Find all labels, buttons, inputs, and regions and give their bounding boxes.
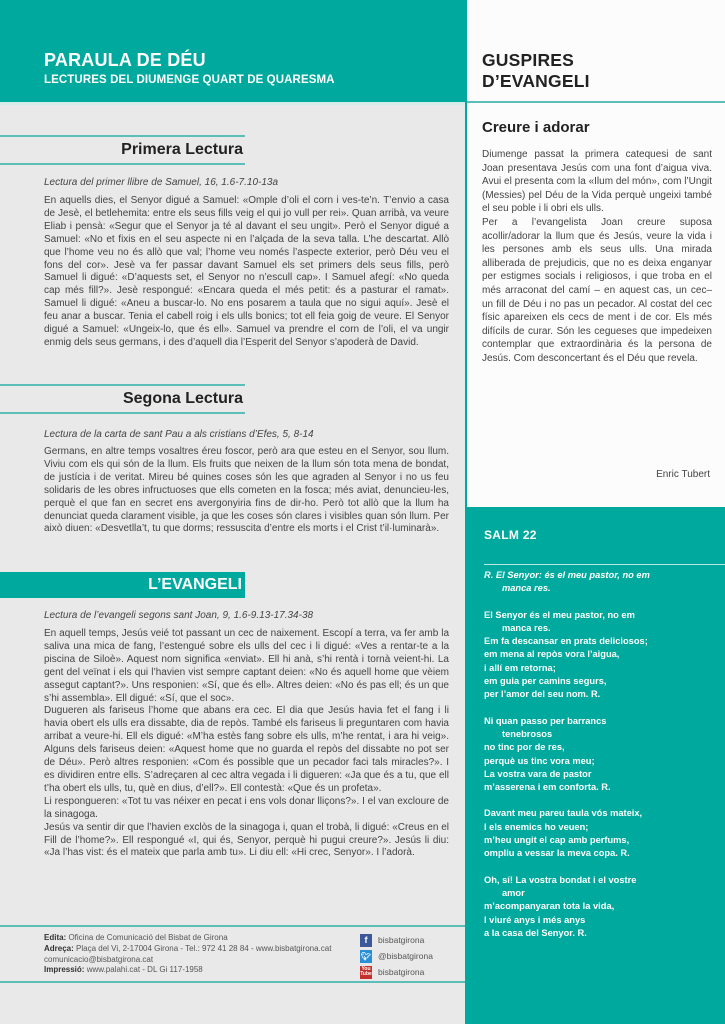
facebook-icon: f: [360, 934, 372, 947]
youtube-icon: You Tube: [360, 966, 372, 977]
second-reading-paragraph: Germans, en altre temps vosaltres éreu foscor, però ara que esteu en el Senyor, sou llum. Viviu com els qui són de la llum. Els fruits que neixen de la llum són tota mena de bondat, de justícia i de veritat. Mireu bé quines coses són les que agraden al Senyor i no us feu solidaris de les obres infructuoses que ells cometen en la fosca; més aviat, denuncieu-les, perquè el que fan en secret ens avergonyiria fins de dir-ho. Però tot allò que la llum ha denunciat queda clarament visible, ja que les coses són clares i visibles quan són llum. Per això diuen: «Desvetlla’t, tu que dorms; ressuscita d’entre els morts i el Crist t’il·luminarà».: [44, 446, 449, 535]
psalm-line: I els enemics ho veuen;: [484, 821, 589, 832]
psalm-text: [484, 569, 719, 953]
print-value[interactable]: www.palahi.cat - DL Gi 117-1958: [84, 965, 203, 975]
gospel-heading: [0, 572, 245, 598]
page-title: PARAULA DE DÉU: [44, 50, 206, 70]
address-label: Adreça:: [44, 943, 74, 953]
sidebar-divider: [467, 101, 725, 103]
psalm-stanza: [484, 609, 719, 702]
page-subtitle: LECTURES DEL DIUMENGE QUART DE QUARESMA: [44, 74, 335, 86]
psalm-line: perquè us tinc vora meu;: [484, 755, 595, 766]
psalm-line: ompliu a vessar la meva copa. R.: [484, 848, 630, 859]
header-divider: [0, 102, 465, 105]
psalm-line: em guia per camins segurs,: [484, 676, 607, 687]
first-reading-reference: Lectura del primer llibre de Samuel, 16, 1.6-7.10-13a: [44, 177, 279, 188]
psalm-line: m’acompanyaran tota la vida,: [484, 901, 615, 912]
gospel-paragraph: En aquell temps, Jesús veié tot passant un cec de naixement. Escopí a terra, va fer amb la saliva una mica de fang, l’estengué sobre els ulls del cec i li digué: «Ves a rentar-te a la piscina de Siloè». Aquest nom significa «enviat». Ell hi anà, s’hi rentà i tornà veient-hi. La gent del veïnat i els qui l’havien vist sempre captant deien: «No és aquell home que vèiem assegut captant?». Uns responien: «Sí, que és ell». Altres deien: «No és pas ell; és un que s’hi assembla». Ell digué: «Sí, que el soc».: [44, 628, 449, 704]
article-text: [482, 148, 712, 366]
psalm-line: m’asserena i em conforta. R.: [484, 782, 611, 793]
gospel-reference: Lectura de l’evangeli segons sant Joan, 9, 1.6-9.13-17.34-38: [44, 610, 314, 621]
psalm-line: a la casa del Senyor. R.: [484, 927, 587, 938]
psalm-stanza: [484, 715, 719, 795]
psalm-line: I viuré anys i més anys: [484, 914, 586, 925]
twitter-handle[interactable]: @bisbatgirona: [378, 951, 433, 961]
article-paragraph: Diumenge passat la primera catequesi de sant Joan presentava Jesús com una font d’aigua viva. Avui el presenta com la «Ilum del món», com l’Ungit (Messies) pel Déu de la Vida perquè ungeixi també el seu poble i li obri els ulls.: [482, 149, 712, 215]
article-title: Creure i adorar: [482, 119, 590, 136]
second-reading-reference: Lectura de la carta de sant Pau a als cristians d’Efes, 5, 8-14: [44, 429, 314, 440]
psalm-line: tenebrosos: [502, 728, 553, 739]
psalm-line: R. El Senyor: és el meu pastor, no em: [484, 570, 650, 580]
sidebar-title: [482, 50, 590, 92]
address-value[interactable]: Plaça del Vi, 2-17004 Girona - Tel.: 972 41 28 84 - www.bisbatgirona.cat: [73, 943, 332, 953]
psalm-line: Ni quan passo per barrancs: [484, 715, 607, 726]
sidebar-column: [465, 0, 725, 1024]
psalm-divider: [484, 564, 725, 565]
psalm-line: amor: [502, 887, 525, 898]
page-header: [0, 0, 465, 102]
article-author: Enric Tubert: [656, 469, 710, 480]
second-reading-title: Segona Lectura: [122, 390, 243, 407]
psalm-stanza: [484, 874, 719, 940]
gospel-paragraph: Jesús va sentir dir que l’havien exclòs de la sinagoga i, quan el trobà, li digué: «Creus en el Fill de l’home?». Ell respongué «I, qui és, Senyor, perquè hi pugui creure?». Jesús li diu: «Ja l’has vist: és el mateix que parla amb tu». Li diu ell: «Hi crec, Senyor». I l’adorà.: [44, 821, 449, 859]
second-reading-heading: [0, 384, 245, 414]
psalm-line: no tinc por de res,: [484, 742, 565, 753]
second-reading-text: [44, 446, 449, 536]
psalm-box: [467, 507, 725, 1024]
first-reading-text: [44, 195, 449, 350]
first-reading-paragraph: En aquells dies, el Senyor digué a Samuel: «Omple d’oli el corn i ves-te’n. T’envio a casa de Jesè, el betlehemita: entre els seus fills veig el qui jo vull per rei». Quan arribà, va veure Eliab i pensà: «Segur que el Senyor ja té al davant el seu ungit». Però el Senyor digué a Samuel: «No et fixis en el seu aspecte ni en l’alçada de la seva talla. L’he descartat. Allò que l’home veu no és allò que val; l’home veu només l’aspecte exterior, però Déu veu el fons del cor». Jesè va fer passar davant Samuel els set primers dels seus fills, però Samuel li digué: «D’aquests set, el Senyor no n’escull cap». I Samuel afegí: «No queda cap més fill?». Jesè respongué: «Encara queda el més petit: és a pasturar el ramat». Samuel li digué: «Aneu a buscar-lo. No ens posarem a taula que no sigui aquí». Jesè el feu anar a buscar. Tenia el cabell roig i els ulls bonics; tot ell feia goig de veure. El Senyor digué a Samuel: «Ungeix-lo, que és ell». Samuel va prendre el corn de l’oli, el va ungir enmig dels seus germans, i des d’aquell dia l’Esperit del Senyor s’apoderà de David.: [44, 195, 449, 348]
first-reading-title: Primera Lectura: [121, 141, 243, 158]
article-paragraph: Per a l’evangelista Joan creure suposa acollir/adorar la llum que és Jesús, veure la vida i les persones amb els seus ulls. Una mirada alliberada de prejudicis, que no es deixa enganyar per estigmes socials i religiosos, i que troba en el més arraconat del camí – en aquest cas, un cec– un fill de Déu i no pas un pecador. Al costat del cec físic apareixen els cecs de ment i de cor. Els més difícils de curar. Són les cegueses que impedeixen contemplar que extraordinària és la persona de Jesús. Com desconcertant és el Déu que revela.: [482, 216, 712, 364]
print-label: Impressió:: [44, 965, 85, 975]
edita-label: Edita:: [44, 933, 67, 942]
psalm-line: Davant meu pareu taula vós mateix,: [484, 808, 643, 819]
facebook-handle[interactable]: bisbatgirona: [378, 935, 425, 945]
edita-value: Oficina de Comunicació del Bisbat de Girona: [66, 933, 228, 942]
sidebar-title-line2: D’EVANGELI: [482, 71, 590, 91]
gospel-text: [44, 628, 449, 860]
psalm-line: manca res.: [502, 583, 551, 594]
psalm-title: SALM 22: [484, 528, 537, 542]
psalm-line: per l’amor del seu nom. R.: [484, 689, 601, 700]
psalm-line: Oh, sí! La vostra bondat i el vostre: [484, 874, 637, 885]
first-reading-heading: [0, 135, 245, 165]
psalm-line: Em fa descansar en prats deliciosos;: [484, 636, 648, 647]
social-links: [360, 932, 433, 980]
gospel-title: L’EVANGELI: [148, 576, 242, 593]
psalm-response: [484, 569, 719, 596]
publisher-footer: [0, 925, 465, 983]
psalm-line: El Senyor és el meu pastor, no em: [484, 609, 635, 620]
sidebar-title-line1: GUSPIRES: [482, 50, 575, 70]
social-facebook[interactable]: [360, 932, 433, 948]
psalm-line: manca res.: [502, 622, 551, 633]
youtube-handle[interactable]: bisbatgirona: [378, 967, 425, 977]
publisher-info: [44, 933, 331, 976]
gospel-paragraph: Li respongueren: «Tot tu vas néixer en pecat i ens vols donar lliçons?». I el van excloure de la sinagoga.: [44, 795, 449, 820]
email-link[interactable]: comunicacio@bisbatgirona.cat: [44, 954, 154, 964]
twitter-icon: 🐦︎: [360, 951, 372, 961]
psalm-line: m’heu ungit el cap amb perfums,: [484, 835, 630, 846]
psalm-line: La vostra vara de pastor: [484, 768, 592, 779]
psalm-stanza: [484, 807, 719, 860]
gospel-paragraph: Dugueren als fariseus l’home que abans era cec. El dia que Jesús havia fet el fang i li havia obert els ulls era dissabte, dia de repòs. També els fariseus li preguntaren com havia arribat a veure-hi. Ell els digué: «M’ha estès fang sobre els ulls, m’he rentat, i ara hi veig». Alguns dels fariseus deien: «Aquest home que no guarda el repòs del dissabte no pot ser de Déu». Però altres responien: «Com és possible que un pecador faci tals miracles?». I es dividiren entre ells. S’adreçaren al cec altra vegada i li digueren: «Ja que és a tu, que ell t’ha obert els ulls, tu, què en dius, d’ell?». Ell contestà: «Que és un profeta».: [44, 705, 449, 794]
psalm-line: em mena al repòs vora l’aigua,: [484, 649, 620, 660]
social-youtube[interactable]: [360, 964, 433, 980]
psalm-line: i allí em retorna;: [484, 662, 556, 673]
social-twitter[interactable]: [360, 948, 433, 964]
